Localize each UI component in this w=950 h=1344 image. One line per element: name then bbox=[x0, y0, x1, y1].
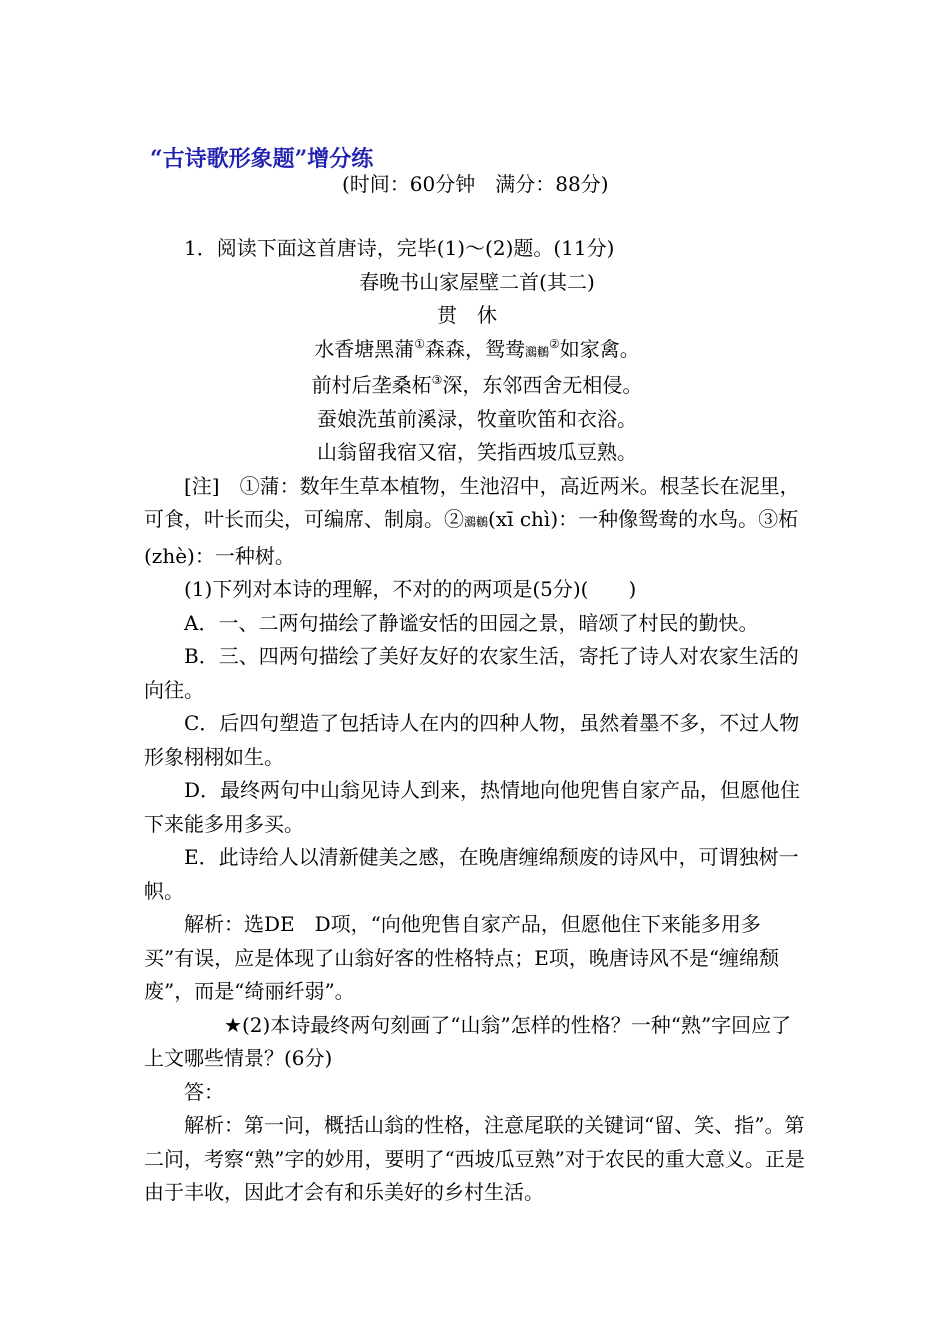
poem-text: 如家禽。 bbox=[559, 336, 640, 361]
star-icon: ★ bbox=[224, 1012, 242, 1037]
question-intro: 1．阅读下面这首唐诗，完毕(1)～(2)题。(11分) bbox=[184, 236, 615, 260]
poem-line-1 bbox=[144, 333, 810, 370]
poem-text: 水香塘黑蒲 bbox=[314, 336, 415, 361]
poem-line-4: 山翁留我宿又宿，笑指西坡瓜豆熟。 bbox=[317, 440, 637, 464]
subquestion-text: (2)本诗最终两句刻画了“山翁”怎样的性格？一种“熟”字回应了上文哪些情景？(6分) bbox=[144, 1012, 792, 1070]
footnote-marker: ① bbox=[414, 336, 425, 351]
subquestion-1-stem: (1)下列对本诗的理解，不对的的两项是(5分)( ) bbox=[184, 577, 637, 601]
subquestion-2-analysis: 解析：第一问，概括山翁的性格，注意尾联的关键词“留、笑、指”。第二问，考察“熟”字的妙用，要明了“西坡瓜豆熟”对于农民的重大意义。正是由于丰收，因此才会有和乐美好的乡村生活。 bbox=[144, 1113, 805, 1204]
poem-line-2 bbox=[144, 369, 810, 403]
subquestion-1-analysis: 解析：选DE D项，“向他兜售自家产品，但愿他住下来能多用多买”有误，应是体现了山翁好客的性格特点；E项，晚唐诗风不是“缠绵颓废”，而是“绮丽纤弱”。 bbox=[144, 912, 780, 1003]
poem-title: 春晚书山家屋壁二首(其二) bbox=[359, 269, 595, 294]
page-title: “古诗歌形象题”增分练 bbox=[150, 146, 374, 172]
option-d: D．最终两句中山翁见诗人到来，热情地向他兜售自家产品，但愿他住下来能多用多买。 bbox=[144, 778, 801, 836]
poem-author: 贯休 bbox=[437, 303, 517, 327]
option-e: E．此诗给人以清新健美之感，在晚唐缠绵颓废的诗风中，可谓独树一帜。 bbox=[144, 845, 799, 903]
poem-text: 深，东邻西舍无相侵。 bbox=[442, 373, 643, 397]
note-text: (xī chì)：一种像鸳鸯的水鸟。③柘(zhè)：一种树。 bbox=[144, 507, 799, 568]
note-text: [注] ①蒲：数年生草本植物，生池沼中，高近两米。根茎长在泥里，可食，叶长而尖，可编席、制扇。② bbox=[144, 473, 800, 531]
poem-text: 森森，鸳鸯 bbox=[424, 336, 525, 361]
poem-line-3: 蚕娘洗茧前溪渌，牧童吹笛和衣浴。 bbox=[317, 406, 637, 431]
footnote-marker: ② bbox=[549, 336, 560, 351]
small-characters: 鸂鶒 bbox=[524, 344, 549, 359]
time-and-score: (时间：60分钟 满分：88分) bbox=[342, 172, 609, 196]
option-c: C．后四句塑造了包括诗人在内的四种人物，虽然着墨不多，不过人物形象栩栩如生。 bbox=[144, 711, 800, 769]
option-b: B．三、四两句描绘了美好友好的农家生活，寄托了诗人对农家生活的向往。 bbox=[144, 644, 799, 702]
poem-text: 前村后垄桑柘 bbox=[311, 373, 432, 397]
poem-notes bbox=[144, 470, 810, 574]
question-1 bbox=[144, 232, 810, 1210]
small-characters: 鸂鶒 bbox=[464, 515, 489, 529]
footnote-marker: ③ bbox=[431, 373, 443, 387]
subquestion-2-stem bbox=[144, 1009, 810, 1076]
answer-label: 答： bbox=[184, 1079, 224, 1104]
option-a: A．一、二两句描绘了静谧安恬的田园之景，暗颂了村民的勤快。 bbox=[184, 610, 759, 635]
